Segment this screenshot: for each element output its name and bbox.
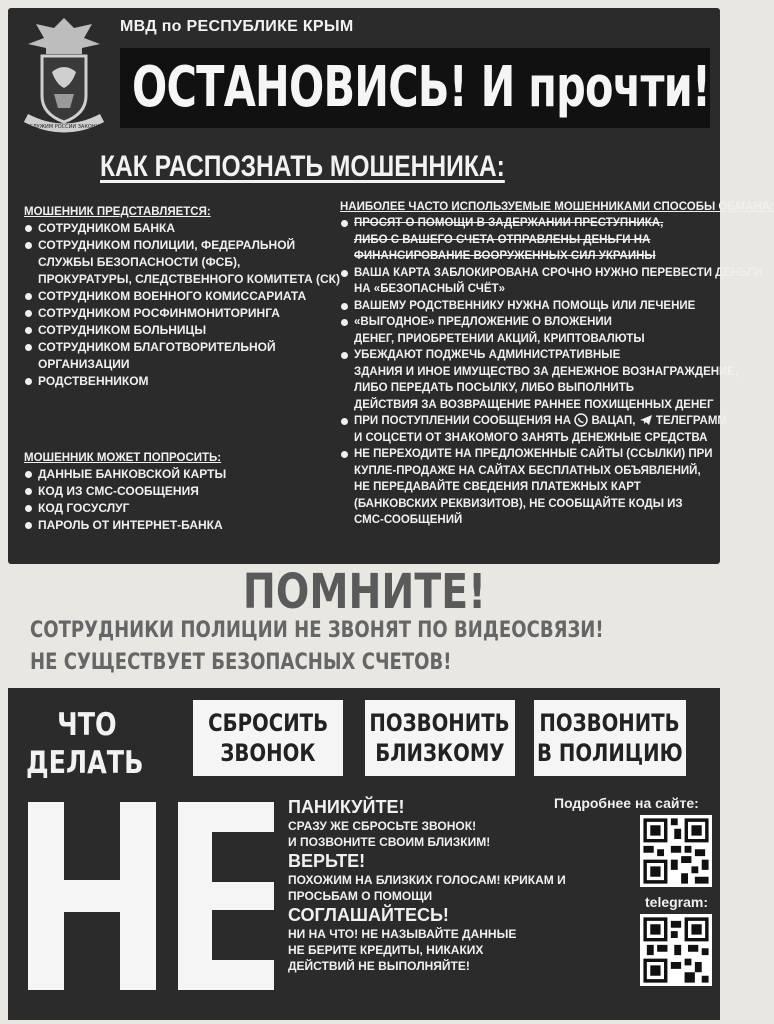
list-item: НЕ ПЕРЕХОДИТЕ НА ПРЕДЛОЖЕННЫЕ САЙТЫ (ССЫЛКИ) ПРИ КУПЛЕ-ПРОДАЖЕ НА САЙТАХ БЕСПЛАТНЫХ ОБЪЯВЛЕНИЙ, НЕ ПЕРЕДАВАЙТЕ СВЕДЕНИЯ ПЛАТЕЖНЫХ КАРТ (БАНКОВСКИХ РЕКВИЗИТОВ), НЕ СООБЩАЙТЕ КОДЫ ИЗ СМС-СООБЩЕНИЙ: [340, 446, 720, 529]
list-item: СОТРУДНИКОМ БОЛЬНИЦЫ: [24, 322, 344, 339]
headline: ОСТАНОВИСЬ! И прочти!: [132, 55, 711, 120]
how-to-recognize-title: КАК РАСПОЗНАТЬ МОШЕННИКА:: [100, 150, 505, 183]
list-item: ВАША КАРТА ЗАБЛОКИРОВАНА СРОЧНО НУЖНО ПЕРЕВЕСТИ ДЕНЬГИ НА «БЕЗОПАСНЫЙ СЧЁТ»: [340, 265, 720, 298]
call-relative-box: ПОЗВОНИТЬ БЛИЗКОМУ: [365, 700, 515, 776]
list-item: РОДСТВЕННИКОМ: [24, 373, 344, 390]
list-item: ПРОСЯТ О ПОМОЩИ В ЗАДЕРЖАНИИ ПРЕСТУПНИКА, ЛИБО С ВАШЕГО СЧЕТА ОТПРАВЛЕНЫ ДЕНЬГИ НА ФИНАНСИРОВАНИЕ ВООРУЖЕННЫХ СИЛ УКРАИНЫ: [340, 215, 720, 265]
list-item: «ВЫГОДНОЕ» ПРЕДЛОЖЕНИЕ О ВЛОЖЕНИИ ДЕНЕГ, ПРИОБРЕТЕНИИ АКЦИЙ, КРИПТОВАЛЮТЫ: [340, 314, 720, 347]
remember-line-accounts: НЕ СУЩЕСТВУЕТ БЕЗОПАСНЫХ СЧЕТОВ!: [30, 650, 452, 675]
hang-up-box: СБРОСИТЬ ЗВОНОК: [193, 700, 343, 776]
remember-line-video: СОТРУДНИКИ ПОЛИЦИИ НЕ ЗВОНЯТ ПО ВИДЕОСВЯЗИ!: [30, 618, 604, 643]
list-item: СОТРУДНИКОМ БЛАГОТВОРИТЕЛЬНОЙ ОРГАНИЗАЦИИ: [24, 339, 344, 373]
headline-box: [120, 48, 710, 128]
list-item: ПАРОЛЬ ОТ ИНТЕРНЕТ-БАНКА: [24, 517, 344, 534]
telegram-qr-code-icon[interactable]: [640, 914, 712, 986]
list-item: КОД ГОСУСЛУГ: [24, 500, 344, 517]
ne-letter-n: [28, 802, 156, 990]
dont-agree: СОГЛАШАЙТЕСЬ!: [288, 905, 449, 925]
list-item: СОТРУДНИКОМ БАНКА: [24, 220, 344, 237]
list-item: ДАННЫЕ БАНКОВСКОЙ КАРТЫ: [24, 466, 344, 483]
list-item: КОД ИЗ СМС-СООБЩЕНИЯ: [24, 483, 344, 500]
site-qr-code-icon[interactable]: [640, 815, 712, 887]
what-to-do-label: ЧТО ДЕЛАТЬ: [26, 707, 144, 781]
may-ask-section: [24, 452, 344, 534]
call-police-box: ПОЗВОНИТЬ В ПОЛИЦИЮ: [534, 700, 686, 776]
telegram-label: telegram:: [645, 894, 709, 910]
dont-believe: ВЕРЬТЕ!: [288, 851, 366, 871]
list-item: СОТРУДНИКОМ ВОЕННОГО КОМИССАРИАТА: [24, 288, 344, 305]
methods-title: НАИБОЛЕЕ ЧАСТО ИСПОЛЬЗУЕМЫЕ МОШЕННИКАМИ СПОСОБЫ ОБМАНА:: [340, 201, 774, 213]
telegram-icon: [639, 413, 653, 427]
ne-letter-e: [178, 802, 274, 990]
impersonates-title: МОШЕННИК ПРЕДСТАВЛЯЕТСЯ:: [24, 206, 211, 218]
impersonates-section: [24, 206, 344, 390]
site-label: Подробнее на сайте:: [554, 795, 699, 811]
may-ask-title: МОШЕННИК МОЖЕТ ПОПРОСИТЬ:: [24, 452, 222, 464]
ministry-title: МВД по РЕСПУБЛИКЕ КРЫМ: [120, 18, 354, 35]
list-item: ПРИ ПОСТУПЛЕНИИ СООБЩЕНИЯ НА ВАЦАП, ТЕЛЕГРАММ И СОЦСЕТИ ОТ ЗНАКОМОГО ЗАНЯТЬ ДЕНЕЖНЫЕ СРЕДСТВА: [340, 413, 720, 446]
dont-panic: ПАНИКУЙТЕ!: [288, 797, 405, 817]
list-item: УБЕЖДАЮТ ПОДЖЕЧЬ АДМИНИСТРАТИВНЫЕ ЗДАНИЯ И ИНОЕ ИМУЩЕСТВО ЗА ДЕНЕЖНОЕ ВОЗНАГРАЖДЕНИЕ, ЛИБО ПЕРЕДАТЬ ПОСЫЛКУ, ЛИБО ВЫПОЛНИТЬ ДЕЙСТВИЯ ЗА ВОЗВРАЩЕНИЕ РАННЕЕ ПОХИЩЕННЫХ ДЕНЕГ: [340, 347, 720, 413]
list-item: СОТРУДНИКОМ РОСФИНМОНИТОРИНГА: [24, 305, 344, 322]
list-item: ВАШЕМУ РОДСТВЕННИКУ НУЖНА ПОМОЩЬ ИЛИ ЛЕЧЕНИЕ: [340, 298, 720, 315]
whatsapp-icon: [574, 413, 588, 427]
emblem-motto: СЛУЖИМ РОССИИ ЗАКОНУ: [29, 124, 99, 130]
remember-title: ПОМНИТЕ!: [242, 564, 487, 620]
list-item: СОТРУДНИКОМ ПОЛИЦИИ, ФЕДЕРАЛЬНОЙ СЛУЖБЫ БЕЗОПАСНОСТИ (ФСБ), ПРОКУРАТУРЫ, СЛЕДСТВЕННОГО КОМИТЕТА (СК): [24, 237, 344, 288]
dont-list: ПАНИКУЙТЕ! СРАЗУ ЖЕ СБРОСЬТЕ ЗВОНОК! И ПОЗВОНИТЕ СВОИМ БЛИЗКИМ! ВЕРЬТЕ! ПОХОЖИМ НА БЛИЗКИХ ГОЛОСАМ! КРИКАМ И ПРОСЬБАМ О ПОМОЩИ СОГЛАШАЙТЕСЬ! НИ НА ЧТО! НЕ НАЗЫВАЙТЕ ДАННЫЕ НЕ БЕРИТЕ КРЕДИТЫ, НИКАКИХ ДЕЙСТВИЙ НЕ ВЫПОЛНЯЙТЕ!: [288, 797, 566, 973]
methods-section: [340, 201, 774, 529]
police-emblem-icon: [22, 14, 106, 134]
